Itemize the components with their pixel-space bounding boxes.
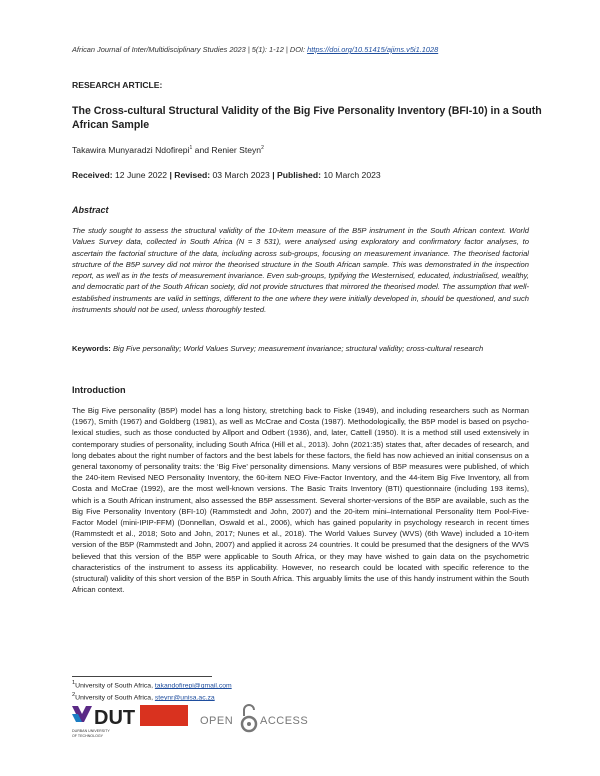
revised-label: Revised: (174, 170, 211, 180)
received-date: 12 June 2022 (115, 170, 168, 180)
introduction-heading: Introduction (72, 385, 126, 395)
abstract-heading: Abstract (72, 205, 109, 215)
doi-link[interactable]: https://doi.org/10.51415/ajims.v5i1.1028 (307, 45, 439, 54)
author-2: Renier Steyn (211, 145, 262, 155)
open-access-logo (200, 705, 308, 731)
keywords-label: Keywords: (72, 344, 111, 353)
dut-subtitle-2: OF TECHNOLOGY (72, 734, 104, 738)
introduction-text: The Big Five personality (B5P) model has a long history, stretching back to Fiske (1949), and including researchers such as Norman (1967), Smith (1967) and Goldberg (1981), as well as McCrae and Costa (1987). Methodologically, the B5P model is based on psycho-lexical studies, such as those conducted by Allport and Odbert (1936), and, later, Cattell (1950). It is a method still used extensively in contemporary studies of personality, including South Africa (Hill et al., 2013). John (2021:35) states that, after decades of research, and long debates about the right number of factors and the best labels for these factors, the field has now achieved an initial consensus on a general taxonomy of personality traits: the ‘Big Five’ personality dimensions. Many versions of B5P measures were published, of which the 240-item Revised NEO Personality Inventory, the 60-item NEO Five-Factor Inventory, and the 44-item Big Five Inventory, all from Costa and McCrae (1992), are the most well-known versions. The Basic Traits Inventory (BTI) questionnaire (including 193 items), which is a South African instrument, also assessed the B5P assessment. Several shorter-versions of the B5P are available, such as the Big Five Personality Inventory (BFI-10) (Rammstedt and John, 2007) and the 20-item mini–International Personality Item Pool-Five-Factor Model (mini-IPIP-FFM) (Donnellan, Oswald et al., 2006), which has gained popularity in psychology research in recent times (Rammstedt et al., 2018; Soto and John, 2017; Nunes et al., 2018). The World Values Survey (WVS) (6th Wave) included a 10-item version of the B5P (Rammstedt and John, 2007) and applied it across 24 countries. It could be presumed that the designers of the WVS believed that this version of the B5P were applicable to South Africa, or they may have wished to gain data on the psychometric characteristics of the instrument to assess its applicability. However, no research could be located with specific reference to the (structural) validity of this short version of the B5P in South Africa. This arguably limits the use of this handy instrument within the South African context. (72, 406, 529, 595)
revised-date: 03 March 2023 (212, 170, 270, 180)
author-2-sup: 2 (261, 145, 264, 152)
journal-text: African Journal of Inter/Multidisciplinary Studies 2023 | 5(1): 1-12 | DOI: (72, 45, 308, 54)
published-label: Published: (277, 170, 321, 180)
keywords-text: Big Five personality; World Values Survey; measurement invariance; structural validity; cross-cultural research (110, 344, 484, 353)
journal-citation (72, 45, 438, 54)
dut-red-block (140, 705, 188, 726)
published-date: 10 March 2023 (323, 170, 381, 180)
dut-wordmark: DUT (94, 707, 136, 729)
keywords (72, 343, 529, 354)
open-text: OPEN (200, 715, 234, 727)
authors (72, 145, 264, 155)
date-sep-2: | (269, 170, 278, 180)
access-text: ACCESS (260, 715, 309, 727)
dut-logo (72, 705, 188, 738)
abstract-text: The study sought to assess the structural validity of the 10-item measure of the B5P instrument in the South African context. World Values Survey data, collected in South Africa (N = 3 531), were analysed using exploratory and confirmatory factor analyses, to ascertain the factorial structure of the data, including across sub-groups, focusing on measurement invariance. The theorised factorial structure of the B5P survey did not mirror the theorised structure in the South African sample. This was demonstrated in the inspection report, as well as in the tests of measurement invariance. Even sub-groups, typifying the Westernised, educated, industrialised, wealthy, and democratic part of the South African society, did not provide structures that mirrored the theorised model. The assumption that well-established instruments are valid in settings, different to the one where they were initially developed in, should be questioned, and such instruments should not be used, unless thoroughly tested. (72, 226, 529, 315)
article-dates (72, 170, 381, 180)
footnote-1-sup: 1 (72, 680, 76, 686)
author-1-sup: 1 (189, 145, 193, 152)
received-label: Received: (72, 170, 113, 180)
footnote-rule (72, 676, 212, 677)
footnote-1-email[interactable]: takandofirepi@gmail.com (154, 682, 232, 690)
footnote-2-sup: 2 (72, 692, 76, 698)
date-sep-1: | (167, 170, 175, 180)
footnote-2-email[interactable]: steynr@unisa.ac.za (154, 694, 215, 702)
article-label: RESEARCH ARTICLE: (72, 80, 163, 90)
open-access-lock-icon (242, 705, 256, 731)
publisher-logos (72, 700, 372, 740)
footnote-1 (72, 680, 232, 689)
footnote-1-text: University of South Africa, (75, 682, 155, 690)
author-joiner: and (192, 145, 212, 155)
dut-subtitle-1: DURBAN UNIVERSITY (72, 729, 110, 733)
paper-title: The Cross-cultural Structural Validity of the Big Five Personality Inventory (BFI-10) in a South African Sample (72, 105, 542, 131)
author-1: Takawira Munyaradzi Ndofirepi (72, 145, 190, 155)
footnote-2-text: University of South Africa, (75, 694, 155, 702)
